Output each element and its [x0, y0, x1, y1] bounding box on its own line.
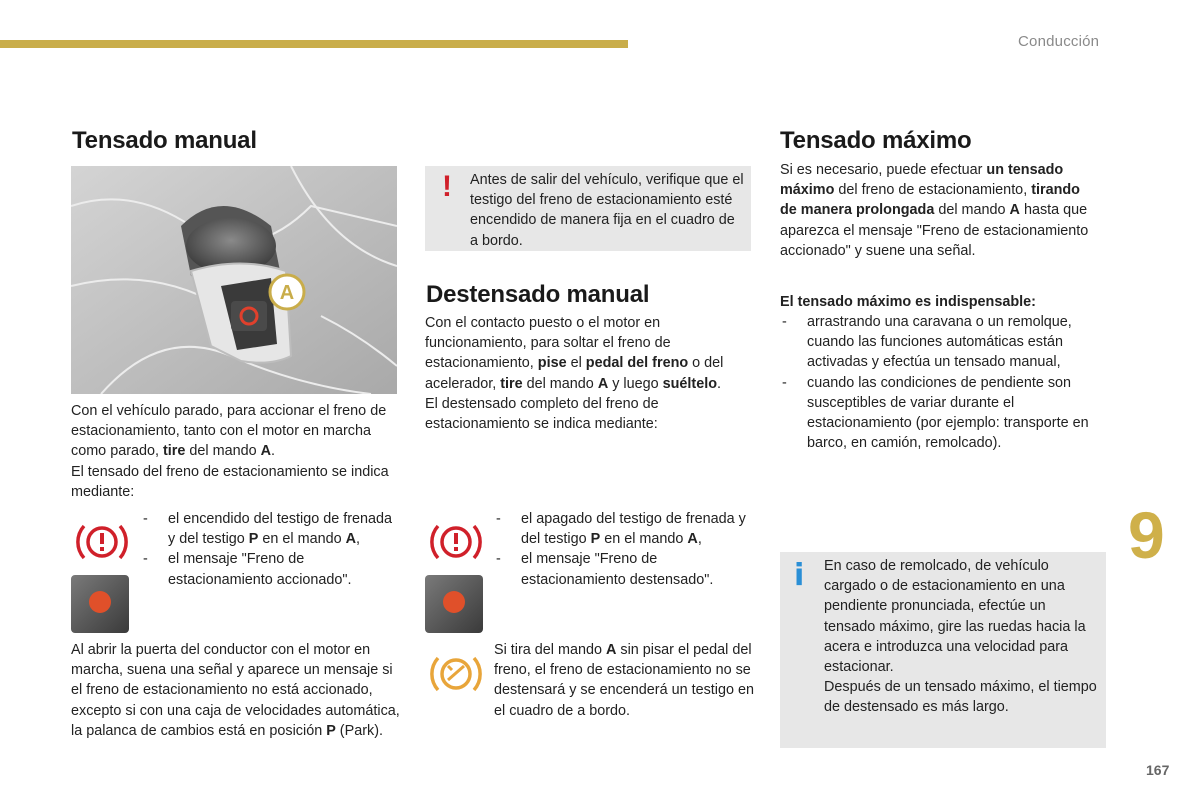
- console-illustration: [71, 166, 397, 394]
- info-text: En caso de remolcado, de vehículo cargado o de estacionamiento en una pendiente pronunciada, efectúe un tensado máximo, gire las ruedas hacia la acera e introduzca una velocidad para estacionar. Después de un tensado máximo, el tiempo de destensado es más largo.: [824, 558, 1097, 716]
- brake-warning-icon: [428, 520, 484, 564]
- warning-box: [425, 166, 751, 251]
- release-indicator-list: [494, 509, 756, 590]
- parking-switch-icon: [71, 575, 129, 633]
- page-number: 167: [1146, 762, 1170, 778]
- heading-tensado-maximo: Tensado máximo: [780, 127, 972, 154]
- header-accent-bar: [0, 40, 628, 48]
- max-tension-list: [780, 312, 1098, 453]
- list-item: - el encendido del testigo de frenada y del testigo P en el mando A,: [141, 509, 401, 549]
- list-item: - el apagado del testigo de frenada y del testigo P en el mando A,: [494, 509, 756, 549]
- max-tension-subheading: El tensado máximo es indispensable:: [780, 294, 1036, 310]
- section-title: Conducción: [1018, 33, 1100, 50]
- intro-paragraph: Con el vehículo parado, para accionar el freno de estacionamiento, tanto con el motor en marcha como parado, tire del mando A. El tensado del freno de estacionamiento se indica mediante:: [71, 403, 389, 500]
- callout-a: A: [279, 282, 295, 304]
- parking-brake-photo: [71, 166, 397, 394]
- info-icon: i: [794, 558, 805, 593]
- heading-destensado-manual: Destensado manual: [426, 281, 650, 308]
- parking-switch-icon: [425, 575, 483, 633]
- chapter-number: 9: [1128, 498, 1165, 572]
- tension-indicator-list: [141, 509, 401, 590]
- max-tension-paragraph: Si es necesario, puede efectuar un tensado máximo del freno de estacionamiento, tirando de manera prolongada del mando A hasta que aparezca el mensaje "Freno de estacionamiento accionado" y suene una señal.: [780, 162, 1089, 259]
- list-item: - cuando las condiciones de pendiente son susceptibles de variar durante el estacionamiento (por ejemplo: transporte en barco, en camión, remolcado).: [780, 373, 1098, 454]
- brake-fault-icon: [428, 652, 484, 696]
- list-item: - el mensaje "Freno de estacionamiento accionado".: [141, 549, 401, 589]
- list-item: - arrastrando una caravana o un remolque, cuando las funciones automáticas están activadas y efectúa un tensado manual,: [780, 312, 1098, 373]
- exclamation-icon: !: [442, 170, 452, 203]
- brake-warning-icon: [74, 520, 130, 564]
- list-item: - el mensaje "Freno de estacionamiento destensado".: [494, 549, 756, 589]
- warning-text: Antes de salir del vehículo, verifique que el testigo del freno de estacionamiento esté encendido de manera fija en el cuadro de a bordo.: [470, 172, 744, 249]
- door-warning-paragraph: Al abrir la puerta del conductor con el motor en marcha, suena una señal y aparece un mensaje si el freno de estacionamiento no está accionado, excepto si con una caja de velocidades automática, la palanca de cambios está en posición P (Park).: [71, 642, 400, 739]
- heading-tensado-manual: Tensado manual: [72, 127, 257, 154]
- release-note-paragraph: Si tira del mando A sin pisar el pedal del freno, el freno de estacionamiento no se destensará y se encenderá un testigo en el cuadro de a bordo.: [494, 642, 755, 719]
- release-paragraph: Con el contacto puesto o el motor en funcionamiento, para soltar el freno de estacionamiento, pise el pedal del freno o del acelerador, tire del mando A y luego suéltelo. El destensado completo del freno de estacionamiento se indica mediante:: [425, 315, 724, 433]
- info-box: [780, 552, 1106, 748]
